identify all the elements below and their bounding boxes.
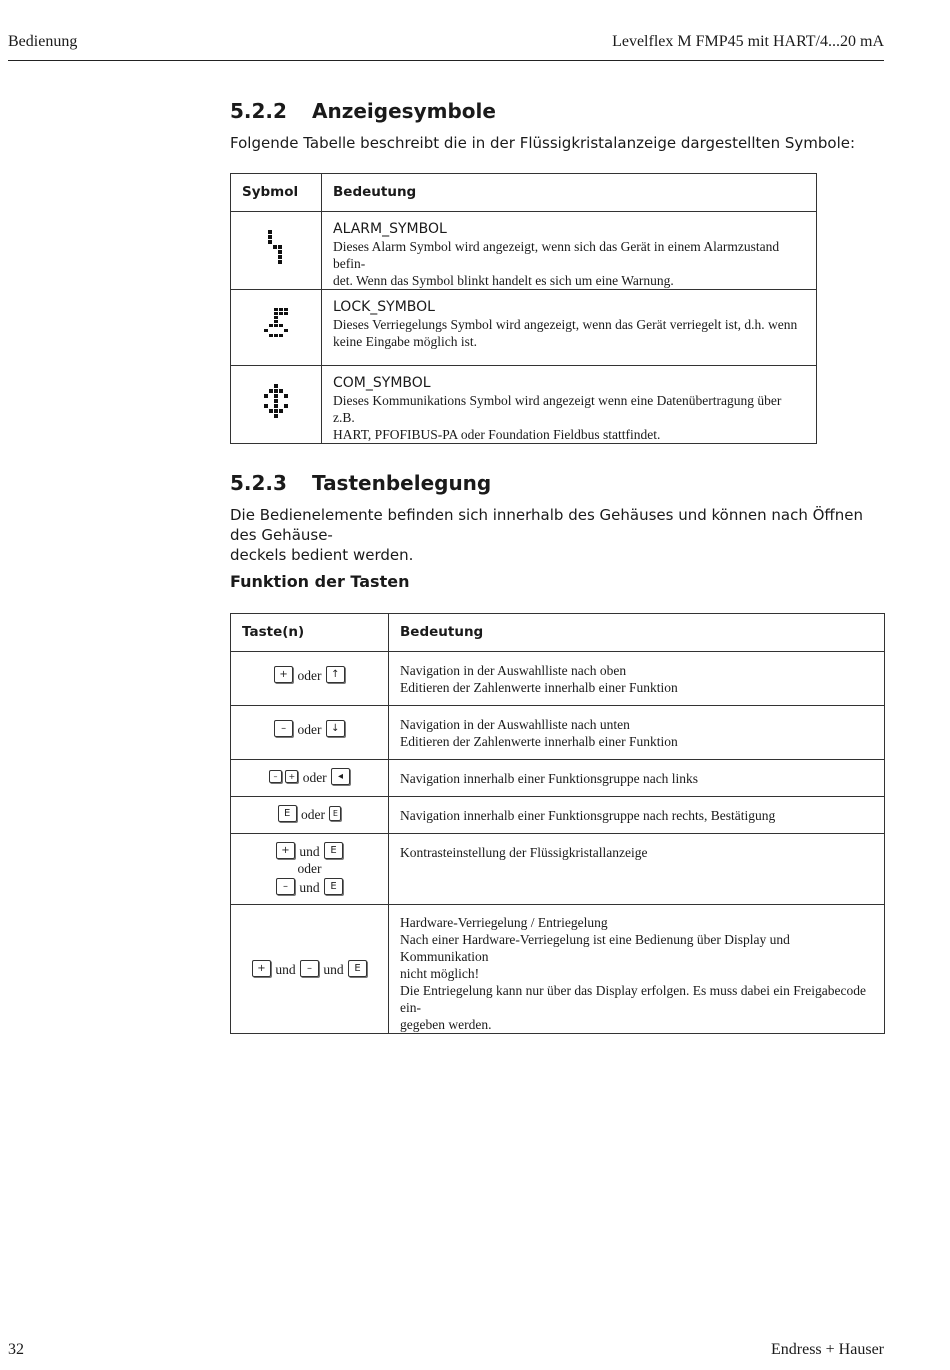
plus-key-icon: +: [285, 770, 298, 783]
plus-key-icon: +: [276, 842, 295, 859]
table-row: [231, 652, 885, 706]
keys-cell: [231, 905, 389, 1034]
alarm-lightning-icon: [264, 228, 288, 268]
key-combo-line: [231, 877, 388, 895]
meaning-cell: [389, 706, 885, 760]
meaning-cell: [389, 905, 885, 1034]
keys-cell: [231, 652, 389, 706]
meaning-line: Navigation in der Auswahlliste nach unten: [400, 717, 630, 732]
arrow-up-key-icon: ↑: [326, 666, 345, 683]
key-combo-line: [231, 842, 388, 860]
col-meaning: Bedeutung: [322, 174, 817, 212]
section-title: Tastenbelegung: [312, 471, 492, 495]
minus-key-icon: –: [269, 770, 282, 783]
minus-key-icon: –: [300, 960, 319, 977]
arrow-down-key-icon: ↓: [326, 720, 345, 737]
section-number: 5.2.2: [230, 99, 287, 123]
description-line: Dieses Kommunikations Symbol wird angezeigt wenn eine Datenübertragung über z.B.: [333, 393, 782, 425]
table-header-row: [231, 174, 817, 212]
or-word: oder: [297, 861, 322, 877]
page-header: [8, 30, 884, 61]
table-row: [231, 366, 817, 444]
brand-name: Endress + Hauser: [771, 1341, 884, 1358]
keys-cell: [231, 797, 389, 834]
subheading: Funktion der Tasten: [230, 572, 410, 591]
enter-key-icon: E: [324, 878, 343, 895]
intro-line: deckels bedient werden.: [230, 546, 414, 564]
section-title: Anzeigesymbole: [312, 99, 496, 123]
com-description: [322, 366, 817, 444]
section-522-heading: [230, 99, 496, 123]
description-line: keine Eingabe möglich ist.: [333, 334, 477, 349]
and-word: und: [299, 844, 320, 860]
alarm-icon-cell: [231, 212, 322, 290]
or-word: oder: [297, 668, 322, 684]
col-keys: Taste(n): [231, 614, 389, 652]
col-meaning: Bedeutung: [389, 614, 885, 652]
and-word: und: [275, 962, 296, 978]
meaning-cell: Navigation innerhalb einer Funktionsgruppe nach rechts, Bestätigung: [389, 797, 885, 834]
page-number: 32: [8, 1341, 24, 1358]
lock-icon-cell: [231, 290, 322, 366]
lock-icon: [261, 305, 291, 345]
meaning-line: Editieren der Zahlenwerte innerhalb einer Funktion: [400, 734, 678, 749]
minus-key-icon: –: [276, 878, 295, 895]
keys-table: [230, 613, 885, 1034]
enter-key-icon: E: [348, 960, 367, 977]
and-word: und: [299, 879, 320, 895]
section-523-intro: [230, 505, 890, 565]
table-row: [231, 905, 885, 1034]
table-row: [231, 797, 885, 834]
header-product: Levelflex M FMP45 mit HART/4...20 mA: [612, 33, 884, 50]
or-word: oder: [302, 770, 327, 786]
section-522-intro: Folgende Tabelle beschreibt die in der Flüssigkristalanzeige dargestellten Symbole:: [230, 134, 856, 152]
table-row: [231, 834, 885, 905]
description-line: Dieses Verriegelungs Symbol wird angezeigt, wenn das Gerät verriegelt ist, d.h. wenn: [333, 317, 798, 332]
table-row: [231, 212, 817, 290]
or-word: oder: [297, 722, 322, 738]
table-row: [231, 706, 885, 760]
intro-line: Die Bedienelemente befinden sich innerhalb des Gehäuses und können nach Öffnen des Gehäuse-: [230, 506, 863, 544]
plus-key-icon: +: [274, 666, 293, 683]
meaning-cell: [389, 652, 885, 706]
keys-cell: [231, 760, 389, 797]
symbol-name: LOCK_SYMBOL: [333, 299, 435, 315]
table-row: [231, 290, 817, 366]
meaning-line: Navigation in der Auswahlliste nach oben: [400, 663, 627, 678]
com-icon-cell: [231, 366, 322, 444]
table-row: [231, 760, 885, 797]
plus-key-icon: +: [252, 960, 271, 977]
description-line: HART, PFOFIBUS-PA oder Foundation Fieldbus stattfindet.: [333, 427, 661, 442]
meaning-cell: Navigation innerhalb einer Funktionsgruppe nach links: [389, 760, 885, 797]
meaning-line: Nach einer Hardware-Verriegelung ist eine Bedienung über Display und Kommunikation: [400, 932, 790, 964]
enter-key-icon: E: [324, 842, 343, 859]
symbol-table: [230, 173, 817, 444]
section-523-heading: [230, 471, 491, 495]
description-line: det. Wenn das Symbol blinkt handelt es sich um eine Warnung.: [333, 273, 674, 288]
lock-description: [322, 290, 817, 366]
communication-icon: [261, 382, 291, 422]
or-word: oder: [301, 807, 325, 823]
and-word: und: [323, 962, 344, 978]
meaning-line: Editieren der Zahlenwerte innerhalb einer Funktion: [400, 680, 678, 695]
header-section: Bedienung: [8, 33, 78, 50]
meaning-cell: Kontrasteinstellung der Flüssigkristallanzeige: [389, 834, 885, 905]
enter-key-icon: E: [278, 805, 297, 822]
enter-key-small-icon: E: [329, 806, 341, 821]
col-symbol: Sybmol: [231, 174, 322, 212]
meaning-line: nicht möglich!: [400, 966, 480, 981]
keys-cell: [231, 834, 389, 905]
meaning-line: Hardware-Verriegelung / Entriegelung: [400, 915, 608, 930]
symbol-name: COM_SYMBOL: [333, 375, 431, 391]
table-header-row: [231, 614, 885, 652]
description-line: Dieses Alarm Symbol wird angezeigt, wenn sich das Gerät in einem Alarmzustand befin-: [333, 239, 780, 271]
keys-cell: [231, 706, 389, 760]
meaning-line: gegeben werden.: [400, 1017, 492, 1032]
minus-key-icon: –: [274, 720, 293, 737]
meaning-line: Die Entriegelung kann nur über das Display erfolgen. Es muss dabei ein Freigabecode ein-: [400, 983, 866, 1015]
symbol-name: ALARM_SYMBOL: [333, 221, 447, 237]
arrow-left-key-icon: ◂: [331, 768, 350, 785]
section-number: 5.2.3: [230, 471, 287, 495]
alarm-description: [322, 212, 817, 290]
